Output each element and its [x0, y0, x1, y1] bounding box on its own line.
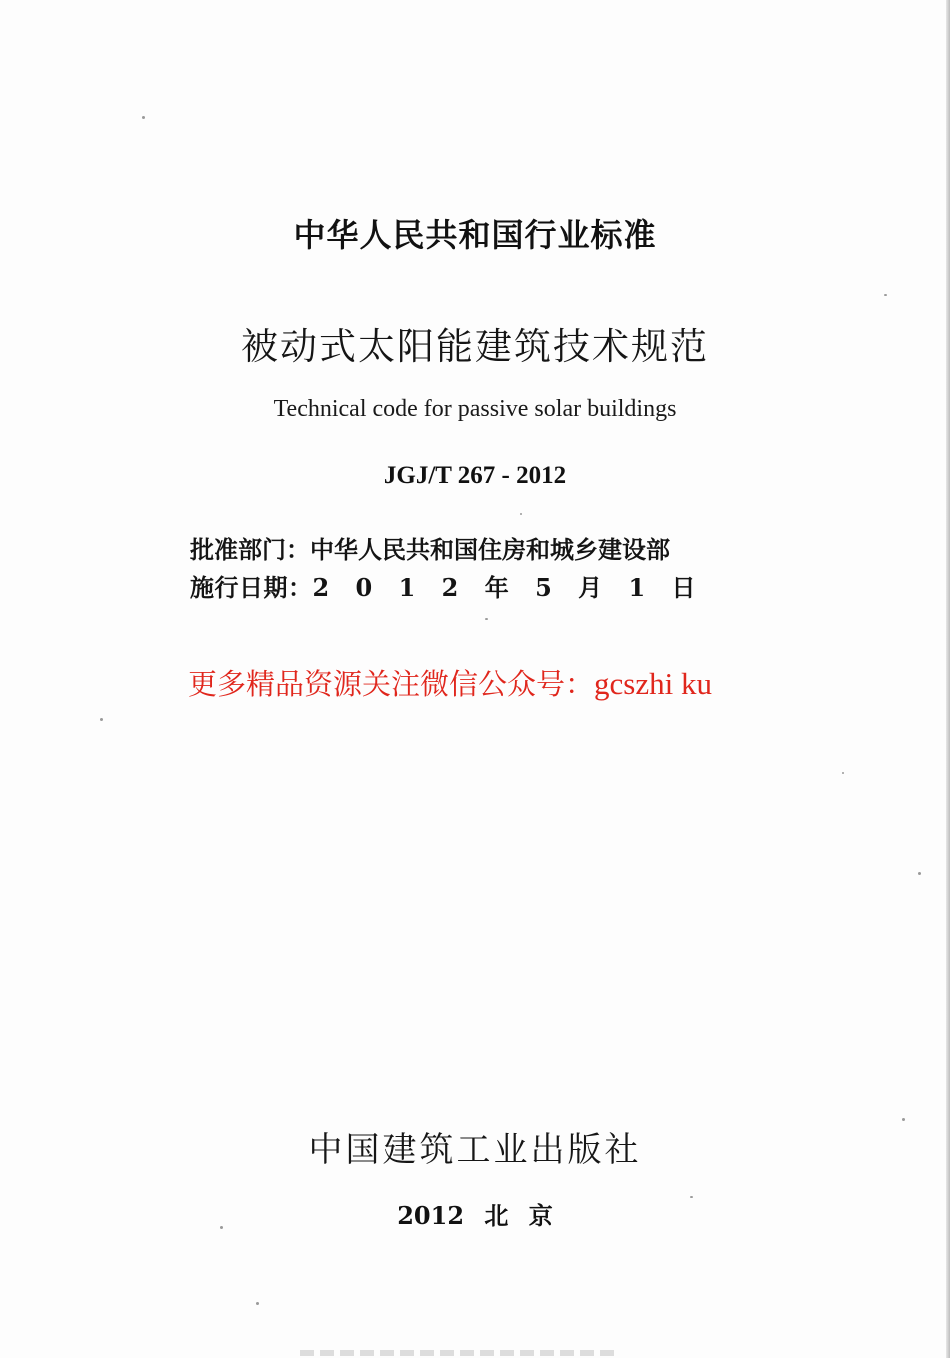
- page-bottom-bleed: [300, 1350, 620, 1356]
- wechat-handle: gcszhi ku: [594, 666, 712, 701]
- scan-speck: [842, 772, 844, 774]
- watermark-note-text: 更多精品资源关注微信公众号：: [188, 667, 595, 701]
- approval-line: [190, 530, 670, 565]
- scan-speck: [142, 116, 145, 119]
- effective-date-line: [190, 568, 705, 603]
- scan-speck: [485, 618, 488, 620]
- scan-speck: [902, 1118, 905, 1121]
- standard-type-heading: 中华人民共和国行业标准: [293, 216, 657, 254]
- effective-date-label: 施行日期：: [190, 574, 313, 602]
- approval-value: 中华人民共和国住房和城乡建设部: [310, 536, 670, 564]
- standard-code: JGJ/T 267 - 2012: [383, 462, 567, 489]
- scan-speck: [520, 513, 522, 515]
- watermark-note: [188, 662, 712, 703]
- document-title-english: Technical code for passive solar buildings: [273, 396, 677, 422]
- scan-speck: [256, 1302, 259, 1305]
- scan-speck: [884, 294, 887, 296]
- scan-speck: [918, 872, 921, 875]
- document-title-chinese: 被动式太阳能建筑技术规范: [241, 325, 709, 368]
- effective-date-value: 2 0 1 2 年 5 月 1 日: [312, 573, 705, 602]
- scan-speck: [100, 718, 103, 721]
- publisher-name: 中国建筑工业出版社: [308, 1130, 642, 1170]
- publication-place-year: 2012 北 京: [397, 1201, 553, 1230]
- approval-label: 批准部门：: [190, 536, 310, 564]
